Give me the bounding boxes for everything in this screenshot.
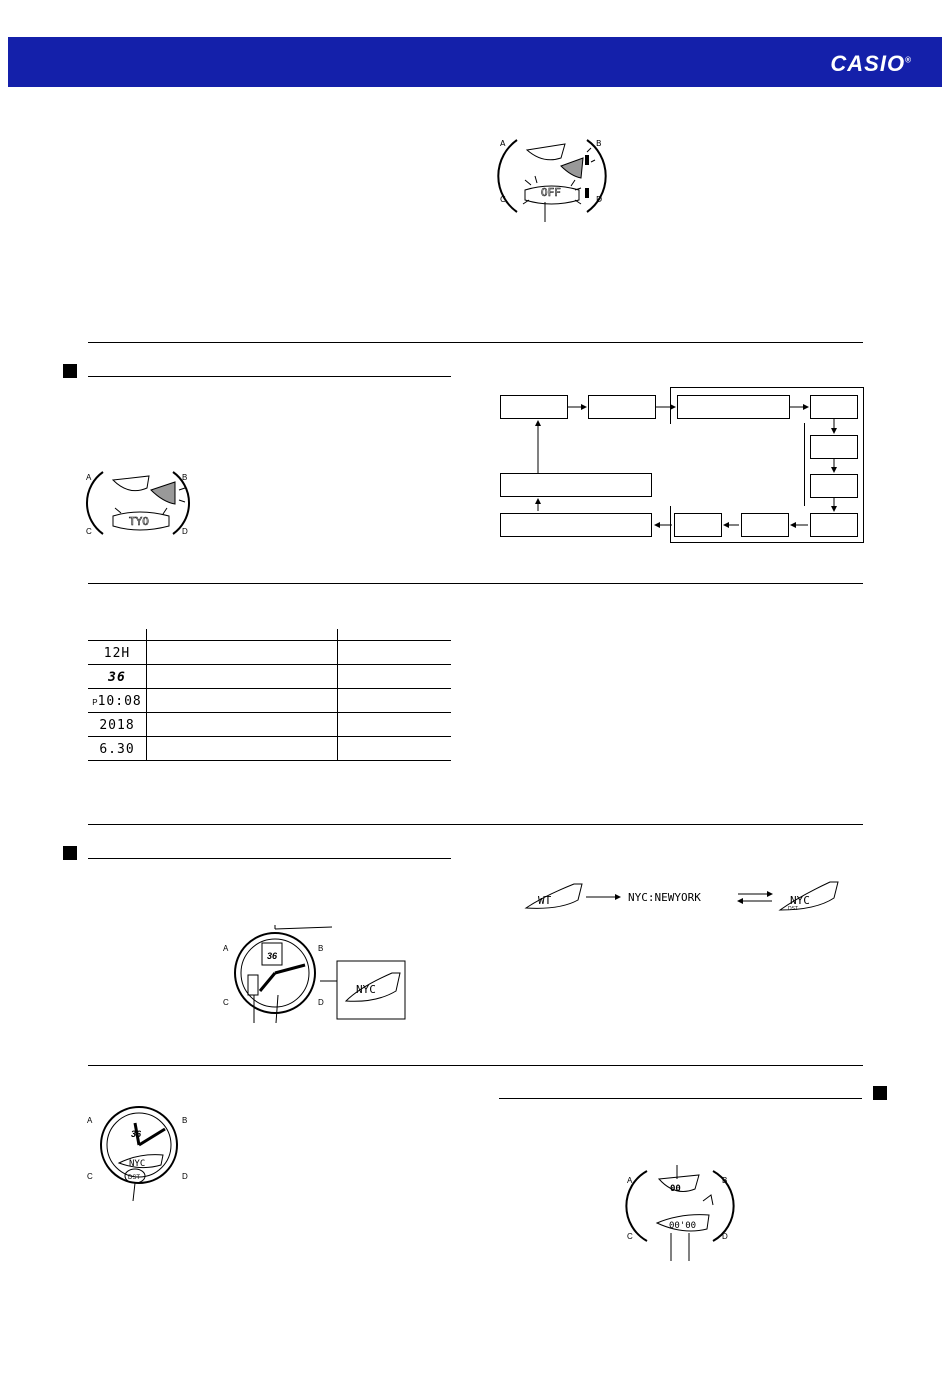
button-a-label: A xyxy=(87,1116,93,1125)
watch-stopwatch-figure xyxy=(625,1165,735,1263)
button-d-label: D xyxy=(318,998,324,1007)
table-cell xyxy=(338,737,452,761)
section-marker xyxy=(873,1086,887,1100)
stopwatch-top-display: 00 xyxy=(670,1184,681,1194)
subsection-rule xyxy=(88,376,451,377)
button-c-label: C xyxy=(627,1232,633,1241)
display-value: 6.30 xyxy=(99,741,135,757)
table-header-cell xyxy=(338,629,452,641)
table-cell xyxy=(338,665,452,689)
header-bar xyxy=(8,37,942,87)
world-time-sequence xyxy=(520,876,840,916)
table-row xyxy=(88,665,451,689)
subsection-rule xyxy=(499,1098,862,1099)
button-c-label: C xyxy=(223,998,229,1007)
button-c-label: C xyxy=(87,1172,93,1181)
button-d-label: D xyxy=(182,527,188,536)
table-header-cell xyxy=(147,629,338,641)
casio-logo: CASIO® xyxy=(830,51,912,76)
button-b-label: B xyxy=(722,1176,728,1185)
section-divider xyxy=(88,342,863,343)
button-a-label: A xyxy=(627,1176,633,1185)
flow-arrows xyxy=(495,385,865,545)
watch-off-figure xyxy=(495,130,610,225)
table-cell xyxy=(338,641,452,665)
watch-nyc-figure xyxy=(220,925,410,1025)
section-marker xyxy=(63,846,77,860)
dst-mini-label: DST xyxy=(788,906,798,912)
display-value: 36 xyxy=(108,669,126,685)
nyc-inset-label: NYC xyxy=(356,983,376,996)
table-row xyxy=(88,689,451,713)
subsection-rule xyxy=(88,858,451,859)
button-c-label: C xyxy=(500,195,506,204)
table-cell xyxy=(147,641,338,665)
button-c-label: C xyxy=(86,527,92,536)
section-divider xyxy=(88,1065,863,1066)
button-a-label: A xyxy=(223,944,229,953)
table-header-cell xyxy=(88,629,147,641)
button-b-label: B xyxy=(596,139,602,148)
button-b-label: B xyxy=(182,473,188,482)
table-cell xyxy=(147,737,338,761)
city-sequence-text: NYC:NEWYORK xyxy=(628,891,701,904)
stopwatch-bottom-display: 00'00 xyxy=(669,1221,697,1231)
section-marker xyxy=(63,364,77,378)
button-d-label: D xyxy=(722,1232,728,1241)
button-d-label: D xyxy=(596,195,603,204)
button-a-label: A xyxy=(500,139,506,148)
table-header-row xyxy=(88,629,451,641)
button-b-label: B xyxy=(182,1116,188,1125)
watch-tyo-figure xyxy=(85,468,195,540)
table-cell xyxy=(147,689,338,713)
table-cell xyxy=(147,665,338,689)
table-cell xyxy=(147,713,338,737)
wt-label: WT xyxy=(538,894,552,907)
display-value: 12H xyxy=(103,645,131,661)
hand-mark-text: 36 xyxy=(267,951,278,961)
dst-label: DST xyxy=(128,1175,140,1181)
display-value: 2018 xyxy=(99,717,135,733)
table-cell xyxy=(338,713,452,737)
button-a-label: A xyxy=(86,473,92,482)
nyc-label: NYC xyxy=(129,1159,146,1169)
display-value: 10:08 xyxy=(97,693,142,709)
hand-mark-text: 36 xyxy=(131,1129,142,1139)
watch-off-dial xyxy=(498,140,605,222)
table-row xyxy=(88,737,451,761)
button-b-label: B xyxy=(318,944,324,953)
nyc-label: NYC xyxy=(790,894,810,907)
table-cell xyxy=(338,689,452,713)
settings-table xyxy=(88,629,451,761)
table-row xyxy=(88,713,451,737)
watch-dst-figure xyxy=(85,1103,195,1203)
tyo-display-text: TYO xyxy=(129,515,149,528)
section-divider xyxy=(88,583,863,584)
pm-indicator: P xyxy=(92,697,98,707)
table-row xyxy=(88,641,451,665)
button-d-label: D xyxy=(182,1172,188,1181)
section-divider xyxy=(88,824,863,825)
off-display-text: OFF xyxy=(541,186,561,199)
